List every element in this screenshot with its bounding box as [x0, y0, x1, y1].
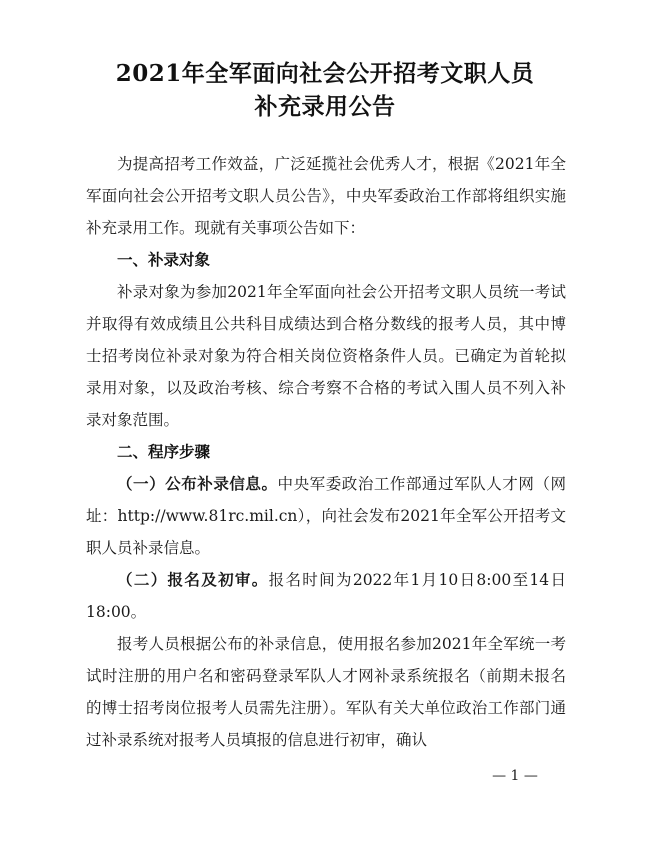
- page-number: — 1 —: [492, 768, 538, 784]
- section-heading-procedure: 二、程序步骤: [117, 443, 211, 461]
- section-heading-targets: 一、补录对象: [117, 251, 211, 269]
- procedure-item-1: [86, 468, 566, 564]
- item-2-text: 报名时间为2022年1月10日8:00至14日18:00。: [86, 571, 566, 621]
- item-1-text: 中央军委政治工作部通过军队人才网（网址：http://www.81rc.mil.cn），向社会发布2021年全军公开招考文职人员补录信息。: [86, 475, 566, 557]
- page-title-line-1: 2021年全军面向社会公开招考文职人员: [115, 60, 535, 87]
- page-title-line-2: 补充录用公告: [254, 93, 396, 120]
- targets-paragraph: 补录对象为参加2021年全军面向社会公开招考文职人员统一考试并取得有效成绩且公共科目成绩达到合格分数线的报考人员，其中博士招考岗位补录对象为符合相关岗位资格条件人员。已确定为首轮拟录用对象，以及政治考核、综合考察不合格的考试入围人员不列入补录对象范围。: [86, 283, 566, 429]
- intro-paragraph: 为提高招考工作效益，广泛延揽社会优秀人才，根据《2021年全军面向社会公开招考文职人员公告》，中央军委政治工作部将组织实施补充录用工作。现就有关事项公告如下：: [86, 155, 566, 237]
- document-body: [86, 148, 566, 756]
- procedure-item-2: [86, 564, 566, 628]
- item-1-lead: （一）公布补录信息。: [117, 475, 278, 493]
- registration-paragraph: 报考人员根据公布的补录信息，使用报名参加2021年全军统一考试时注册的用户名和密码登录军队人才网补录系统报名（前期未报名的博士招考岗位报考人员需先注册）。军队有关大单位政治工作部门通过补录系统对报考人员填报的信息进行初审，确认: [86, 635, 566, 749]
- item-2-lead: （二）报名及初审。: [117, 571, 269, 589]
